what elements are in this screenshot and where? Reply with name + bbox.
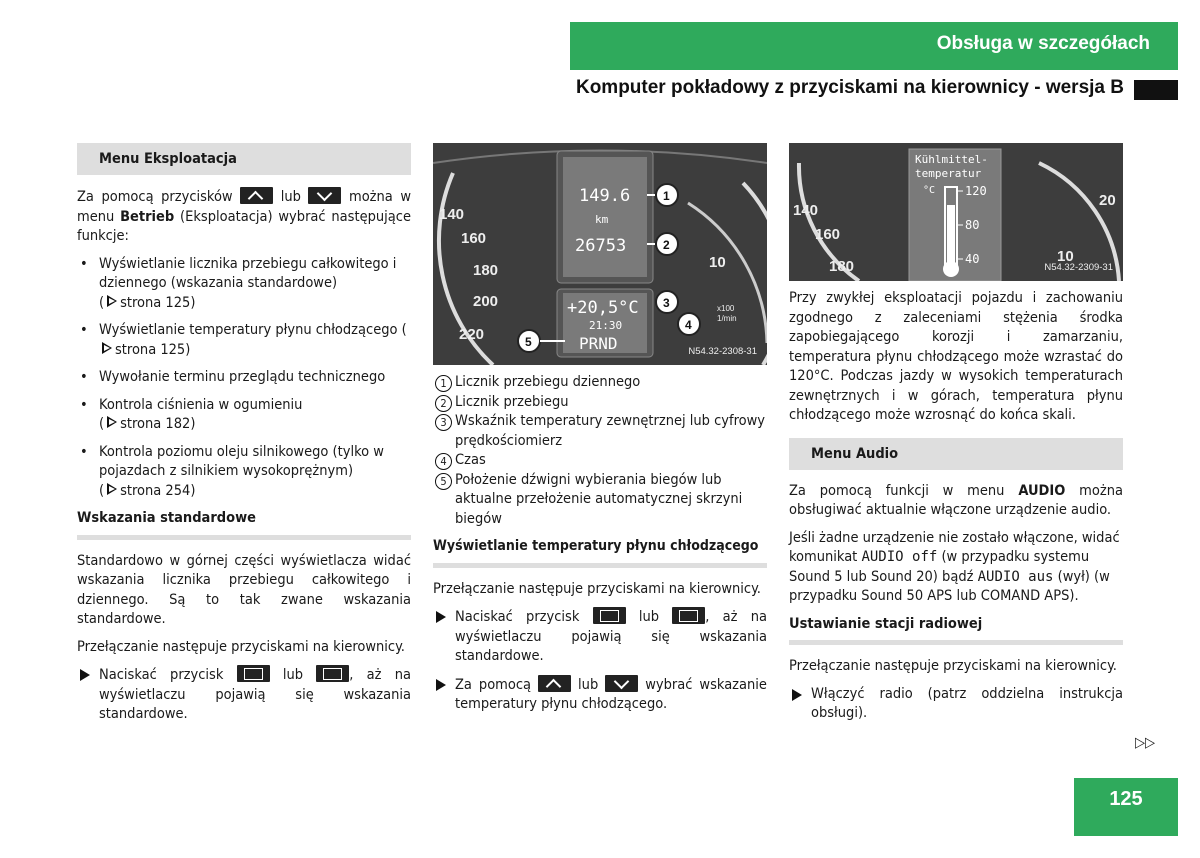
temp-value: +20,5°C <box>567 298 639 318</box>
legend-text: Położenie dźwigni wybierania biegów lub aktualne przełożenie automatycznej skrzyni biegów <box>455 471 743 527</box>
section-title: Obsługa w szczegółach <box>936 33 1150 54</box>
rpm-unit: 1/min <box>717 314 737 323</box>
action-or: lub <box>638 609 660 625</box>
page-number: 125 <box>1109 788 1143 810</box>
svg-text:2: 2 <box>663 238 670 252</box>
time-value: 21:30 <box>589 319 623 332</box>
gauge-title: Kühlmittel- <box>915 153 988 166</box>
audio-aus-code: AUDIO aus <box>977 568 1054 585</box>
bullet-text: Kontrola ciśnienia w ogumieniu <box>99 396 303 413</box>
list-item: • Wyświetlanie temperatury płynu chłodzącego (strona 125) <box>77 321 411 360</box>
intro-text: Za pomocą przycisków <box>77 189 233 205</box>
action-text: Naciskać przycisk <box>455 609 580 625</box>
page-title: Komputer pokładowy z przyciskami na kierownicy - wersja B <box>575 77 1124 98</box>
audio-bold: AUDIO <box>1018 482 1066 499</box>
gauge-unit: °C <box>923 185 936 196</box>
gauge-tick: 80 <box>965 218 980 232</box>
divider <box>789 640 1123 645</box>
audio-paragraph <box>789 482 1123 521</box>
intro-bold: Betrieb <box>120 208 175 225</box>
action-text: Za pomocą <box>455 676 532 693</box>
page-ref-icon <box>107 295 117 307</box>
list-item <box>77 368 411 388</box>
bullet-text: Wywołanie terminu przeglądu technicznego <box>99 369 386 385</box>
legend-text: Wskaźnik temperatury zewnętrznej lub cyfrowy prędkościomierz <box>455 413 765 449</box>
menu-eksploatacja-heading: Menu Eksploatacja <box>77 143 411 175</box>
legend-text: Czas <box>455 452 486 468</box>
legend-number: 5 <box>435 473 452 490</box>
legend-text: Licznik przebiegu <box>455 393 569 410</box>
none-text-2: (w przypadku systemu Sound 5 lub Sound 20) bądź <box>789 549 1090 585</box>
svg-text:4: 4 <box>685 318 692 332</box>
page-ref[interactable]: strona 182 <box>120 416 191 432</box>
up-button-icon <box>538 675 571 692</box>
bullet-text: Kontrola poziomu oleju silnikowego (tylko w pojazdach z silnikiem wysokoprężnym) <box>99 443 384 479</box>
rpm-label: 10 <box>709 254 726 271</box>
list-item: • Kontrola ciśnienia w ogumieniu ( strona 182) <box>77 396 411 435</box>
action-or: lub <box>282 667 304 683</box>
speed-label: 160 <box>815 226 841 243</box>
svg-text:5: 5 <box>525 335 532 349</box>
legend-item <box>433 373 767 393</box>
legend-item <box>433 451 767 471</box>
action-text: Naciskać przycisk <box>99 667 224 683</box>
down-button-icon <box>308 187 341 204</box>
gear-value: PRND <box>579 334 618 353</box>
list-item: • Kontrola poziomu oleju silnikowego (tylko w pojazdach z silnikiem wysokoprężnym) ( strona 254) <box>77 443 411 502</box>
intro-paragraph <box>77 187 411 247</box>
cluster-illustration <box>433 143 767 365</box>
trip-unit: km <box>595 213 609 226</box>
menu-audio-heading: Menu Audio <box>789 438 1123 470</box>
gauge-title: temperatur <box>915 167 982 180</box>
radio-heading: Ustawianie stacji radiowej <box>789 615 983 632</box>
switch-paragraph: Przełączanie następuje przyciskami na kierownicy. <box>77 638 405 655</box>
rpm-label: 20 <box>1099 192 1116 209</box>
legend-number: 4 <box>435 453 452 470</box>
instrument-cluster-photo <box>433 143 767 365</box>
legend-item <box>433 412 767 451</box>
std-paragraph: Standardowo w górnej części wyświetlacza widać wskazania licznika przebiegu całkowitego i dziennego. Są to tak zwane wskazania standardowe. <box>77 552 411 627</box>
speed-label: 160 <box>461 230 487 247</box>
cool-heading: Wyświetlanie temperatury płynu chłodzącego <box>433 538 759 554</box>
legend-number: 2 <box>435 395 452 412</box>
action-step <box>433 675 767 715</box>
legend-list <box>433 373 767 529</box>
display-button-icon <box>237 665 270 682</box>
section-banner <box>570 22 1178 70</box>
action-step <box>433 607 767 667</box>
speed-label: 140 <box>793 202 819 219</box>
legend-item <box>433 471 767 530</box>
action-text-2: , aż na wyświetlaczu pojawią się wskazania standardowe. <box>99 667 411 722</box>
speed-label: 200 <box>473 293 499 310</box>
switch-paragraph: Przełączanie następuje przyciskami na kierownicy. <box>789 658 1117 674</box>
display-button-icon <box>316 665 349 682</box>
gauge-tick: 120 <box>965 184 987 198</box>
svg-text:3: 3 <box>663 296 670 310</box>
photo-code: N54.32-2309-31 <box>1044 261 1113 273</box>
svg-text:1: 1 <box>663 189 670 203</box>
function-list <box>77 255 411 502</box>
bullet-text: Wyświetlanie licznika przebiegu całkowitego i dziennego (wskazania standardowe) <box>99 255 397 291</box>
page-ref[interactable]: strona 125 <box>115 341 186 358</box>
speed-label: 180 <box>829 258 855 275</box>
header-marker <box>1134 80 1178 100</box>
switch-paragraph: Przełączanie następuje przyciskami na kierownicy. <box>433 580 761 597</box>
up-button-icon <box>240 187 273 204</box>
coolant-gauge-photo <box>789 143 1123 281</box>
no-device-paragraph <box>789 529 1123 607</box>
divider <box>433 563 767 568</box>
page-ref[interactable]: strona 254 <box>120 482 191 499</box>
trip-value: 149.6 <box>579 186 631 206</box>
audio-text-2: można obsługiwać aktualnie włączone urządzenie audio. <box>789 482 1123 518</box>
action-text-2: wybrać wskazanie temperatury płynu chłodzącego. <box>455 676 767 712</box>
column-2 <box>433 143 767 723</box>
action-or: lub <box>578 676 599 693</box>
audio-text: Za pomocą funkcji w menu <box>789 482 1005 499</box>
display-button-icon <box>593 607 626 624</box>
legend-item <box>433 393 767 413</box>
page-ref-icon <box>107 483 117 495</box>
action-step: Włączyć radio (patrz oddzielna instrukcja obsługi). <box>789 685 1123 724</box>
intro-or: lub <box>280 189 301 205</box>
photo-code: N54.32-2308-31 <box>688 345 757 357</box>
list-item: • Wyświetlanie licznika przebiegu całkowitego i dziennego (wskazania standardowe) ( strona 125) <box>77 255 411 314</box>
column-3 <box>789 143 1123 732</box>
total-value: 26753 <box>575 236 627 256</box>
speed-label: 180 <box>473 262 499 279</box>
legend-text: Licznik przebiegu dziennego <box>455 374 641 390</box>
action-step <box>77 665 411 725</box>
intro-text-2: można w menu <box>77 189 411 225</box>
action-text-2: , aż na wyświetlaczu pojawią się wskazania standardowe. <box>455 609 767 664</box>
coolant-paragraph: Przy zwykłej eksploatacji pojazdu i zachowaniu zgodnego z zaleceniami stężenia środka zapobiegającego korozji i zamarzaniu, temperatura płynu chłodzącego może wzrastać do 120°C. Podczas jazdy w wysokich temperaturach zewnętrznych i w górach, temperatura płynu chłodzącego może wzrosnąć do końca skali. <box>789 290 1123 423</box>
page-ref-icon <box>102 342 112 354</box>
page-ref[interactable]: strona 125 <box>120 294 191 311</box>
none-text: Jeśli żadne urządzenie nie zostało włączone, widać komunikat <box>789 529 1120 565</box>
intro-text-3: (Eksploatacja) wybrać następujące funkcje: <box>77 208 411 244</box>
page-number-box <box>1074 778 1178 836</box>
speed-label: 220 <box>459 326 485 343</box>
display-button-icon <box>672 607 705 624</box>
rpm-label: 10 <box>1057 248 1074 265</box>
continue-arrows-icon: ▷▷ <box>1135 735 1156 751</box>
bullet-text: Wyświetlanie temperatury płynu chłodzącego <box>99 322 398 338</box>
none-text-3: (wył) (w przypadku Sound 50 APS lub COMAND APS). <box>789 568 1110 604</box>
audio-off-code: AUDIO off <box>861 549 938 565</box>
gauge-tick: 40 <box>965 252 980 266</box>
column-1 <box>77 143 411 733</box>
legend-number: 1 <box>435 375 452 392</box>
page-ref-icon <box>107 416 117 428</box>
down-button-icon <box>605 675 638 692</box>
rpm-unit: x100 <box>717 304 735 313</box>
legend-number: 3 <box>435 414 452 431</box>
divider <box>77 535 411 540</box>
speed-label: 140 <box>439 206 465 223</box>
std-heading: Wskazania standardowe <box>77 510 256 526</box>
